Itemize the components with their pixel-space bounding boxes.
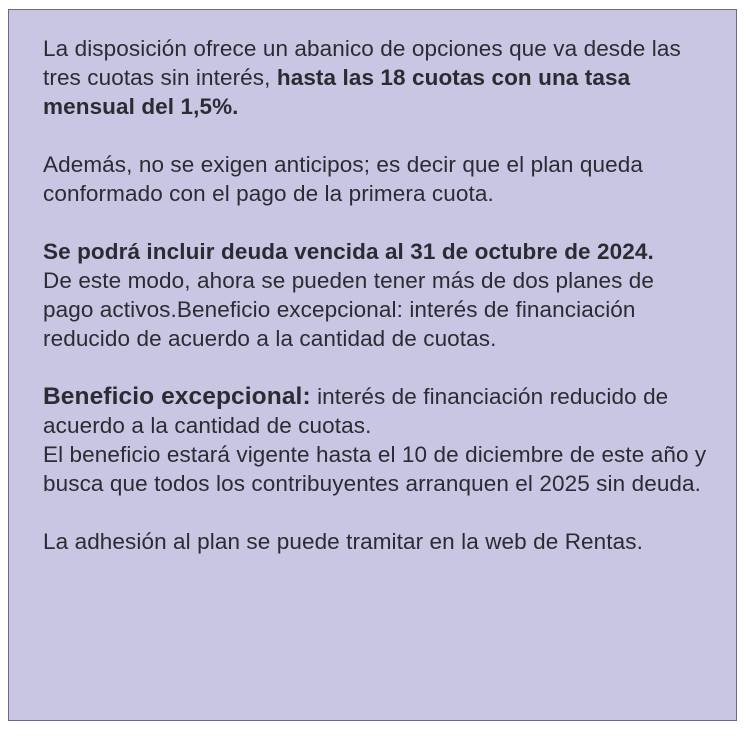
paragraph-no-advance [43, 150, 710, 208]
paragraph-plan-options [43, 34, 710, 121]
exceptional-benefit-text: interés de financiación reducido de acuerdo a la cantidad de cuotas. [43, 384, 669, 438]
plan-options-text: La disposición ofrece un abanico de opciones que va desde las tres cuotas sin interés, [43, 36, 681, 90]
paragraph-overdue-debt [43, 237, 710, 353]
overdue-debt-bold-text: Se podrá incluir deuda vencida al 31 de octubre de 2024. [43, 239, 654, 264]
paragraph-adhesion [43, 527, 710, 556]
adhesion-text: La adhesión al plan se puede tramitar en la web de Rentas. [43, 529, 643, 554]
no-advance-text: Además, no se exigen anticipos; es decir que el plan queda conformado con el pago de la primera cuota. [43, 152, 643, 206]
benefit-validity-text: El beneficio estará vigente hasta el 10 de diciembre de este año y busca que todos los contribuyentes arranquen el 2025 sin deuda. [43, 442, 707, 496]
paragraph-exceptional-benefit [43, 382, 710, 498]
plan-options-bold-text: hasta las 18 cuotas con una tasa mensual del 1,5%. [43, 65, 631, 119]
exceptional-benefit-heading: Beneficio excepcional: [43, 383, 311, 410]
info-panel [8, 9, 737, 721]
overdue-debt-text: De este modo, ahora se pueden tener más de dos planes de pago activos.Beneficio excepcional: interés de financiación reducido de acuerdo a la cantidad de cuotas. [43, 268, 655, 351]
